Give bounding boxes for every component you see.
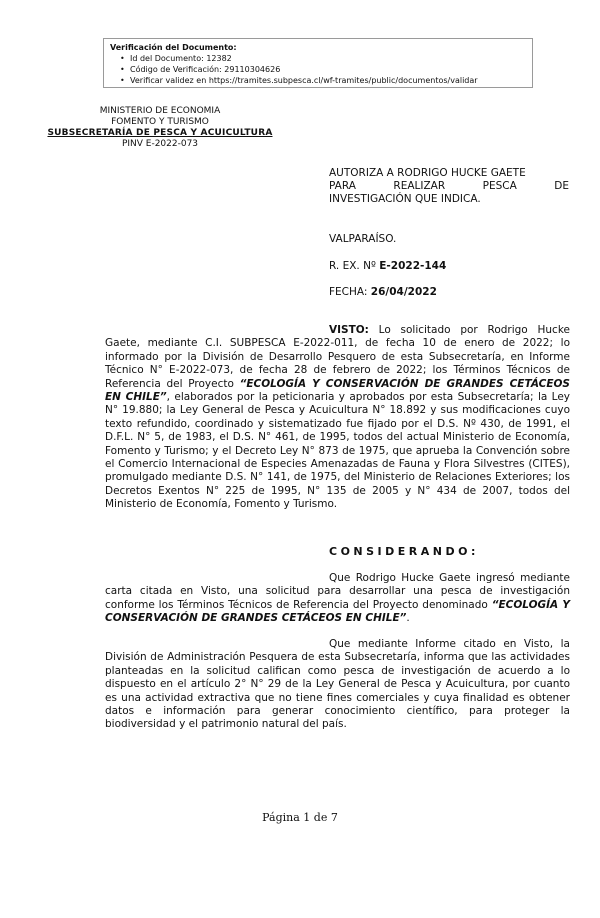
subsecretaria-line: SUBSECRETARÍA DE PESCA Y ACUICULTURA <box>47 128 273 138</box>
visto-project-name: “ECOLOGÍA Y CONSERVACIÓN DE GRANDES CETÁCEOS EN CHILE” <box>105 377 570 404</box>
rex-label: R. EX. Nº <box>329 260 380 272</box>
visto-text-2: , elaborados por la peticionaria y aprobados por esta Subsecretaría; la Ley N° 19.880; la Ley General de Pesca y Acuicultura N° 18.892 y sus modificaciones cuyo texto refundido, coordinado y sistematizado fue fijado por el D.S. Nº 430, de 1991, el D.F.L. N° 5, de 1983, el D.S. N° 461, de 1995, todos del actual Ministerio de Economía, Fomento y Turismo; y el Decreto Ley N° 873 de 1975, que aprueba la Convención sobre el Comercio Internacional de Especies Amenazadas de Fauna y Flora Silvestres (CITES), promulgado mediante D.S. N° 141, de 1975, del Ministerio de Relaciones Exteriores; los Decretos Exentos N° 225 de 1995, N° 135 de 2005 y N° 434 de 2007, todos del Ministerio de Economía, Fomento y Turismo. <box>105 391 570 511</box>
verification-item-url[interactable]: • Verificar validez en https://tramites.subpesca.cl/wf-tramites/public/documentos/validar <box>110 75 526 86</box>
resolution-number <box>329 260 446 273</box>
considerando-2-text: Que mediante Informe citado en Visto, la División de Administración Pesquera de esta Subsecretaría, informa que las actividades planteadas en la solicitud califican como pesca de investigación de acuerdo a lo dispuesto en el artículo 2° N° 29 de la Ley General de Pesca y Acuicultura, por cuanto es una actividad extractiva que no tiene fines comerciales y cuya finalidad es obtener datos e información para generar conocimiento científico, para proteger la biodiversidad y el patrimonio natural del país. <box>105 638 570 731</box>
ministry-line-1: MINISTERIO DE ECONOMIA <box>99 106 221 116</box>
resolution-subject <box>329 167 569 206</box>
city-line: VALPARAÍSO. <box>329 233 397 245</box>
verification-item-id: • Id del Documento: 12382 <box>110 53 526 64</box>
subject-line-1: AUTORIZA A RODRIGO HUCKE GAETE <box>329 167 526 179</box>
pinv-reference: PINV E-2022-073 <box>121 139 199 149</box>
verification-item-code: • Código de Verificación: 29110304626 <box>110 64 526 75</box>
verification-box <box>103 38 533 88</box>
considerando-paragraph-1 <box>105 572 570 626</box>
considerando-heading: CONSIDERANDO: <box>329 545 479 558</box>
ministry-line-2: FOMENTO Y TURISMO <box>111 117 209 127</box>
subject-line-3: INVESTIGACIÓN QUE INDICA. <box>329 193 481 205</box>
date-value: 26/04/2022 <box>370 286 437 298</box>
ministry-header <box>30 106 290 150</box>
date-label: FECHA: <box>329 286 371 298</box>
considerando-1-text: Que Rodrigo Hucke Gaete ingresó mediante carta citada en Visto, una solicitud para desarrollar una pesca de investigación conforme los Términos Técnicos de Referencia del Proyecto denominado <box>105 572 570 611</box>
verification-title: Verificación del Documento: <box>110 43 237 52</box>
resolution-date <box>329 286 437 299</box>
visto-label: VISTO: <box>329 324 369 336</box>
subject-line-2: PARA REALIZAR PESCA DE <box>329 180 569 192</box>
considerando-1-end: . <box>406 612 410 625</box>
visto-paragraph <box>105 324 570 512</box>
visto-text-1: Lo solicitado por Rodrigo Hucke Gaete, mediante C.I. SUBPESCA E-2022-011, de fecha 10 de enero de 2022; lo informado por la División de Desarrollo Pesquero de esta Subsecretaría, en Informe Técnico N° E-2022-073, de fecha 28 de febrero de 2022; los Términos Técnicos de Referencia del Proyecto <box>105 324 570 390</box>
rex-value: E-2022-144 <box>379 260 447 272</box>
considerando-1-project: “ECOLOGÍA Y CONSERVACIÓN DE GRANDES CETÁCEOS EN CHILE” <box>105 598 570 625</box>
page-number: Página 1 de 7 <box>262 811 338 824</box>
considerando-paragraph-2 <box>105 638 570 732</box>
verification-list <box>110 53 526 86</box>
